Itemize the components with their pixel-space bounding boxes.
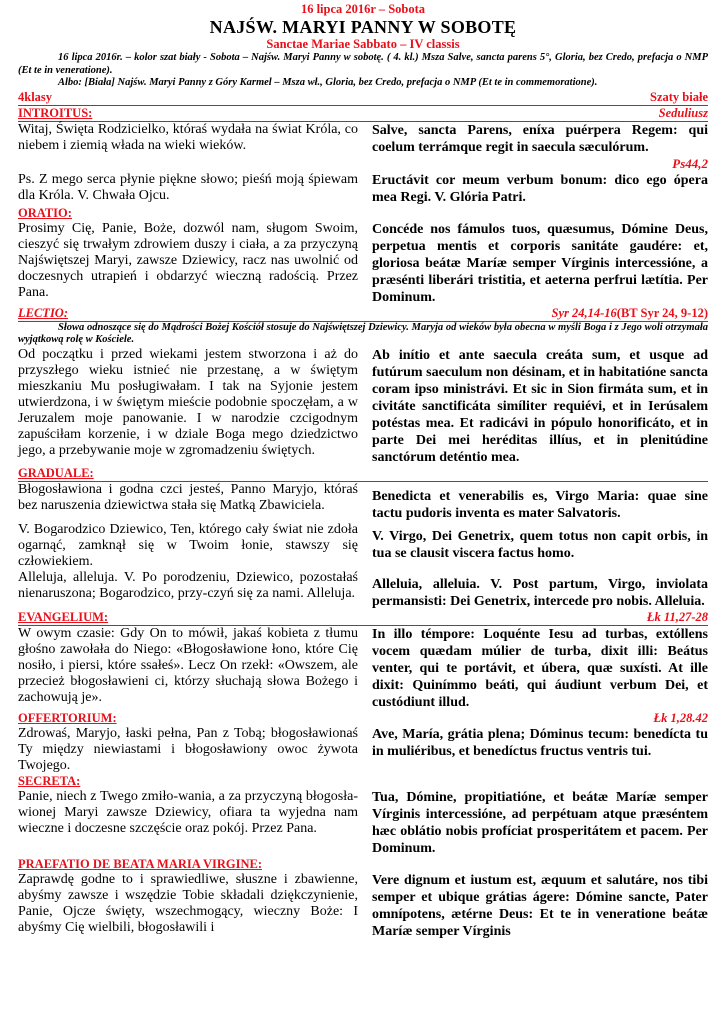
evangelium-polish: W owym czasie: Gdy On to mówił, jakaś kobieta z tłumu głośno zawołała do Niego: «Błogosławione łono, które Cię nosiło, i piersi, które ssałeś». Lecz On rzekł: «Owszem, ale przecież błogosławieni ci, którzy słuchają słowa Bożego i zachowują je». [18, 625, 358, 705]
praefatio-polish: Zaprawdę godne to i sprawiedliwe, słuszne i zbawienne, abyśmy zawsze i wszędzie Tobie składali dziękczynienie, Panie, Ojcze święty, wszechmogący, wieczny Boże: I abyśmy Cię wielbili, błogosławili i [18, 871, 358, 935]
introitus-psalm [18, 172, 708, 206]
psalm-ref: Ps44,2 [672, 155, 708, 171]
evangelium-text [18, 626, 708, 711]
offertorium-text [18, 726, 708, 774]
missal-page [18, 2, 708, 940]
oratio-polish: Prosimy Cię, Panie, Boże, dozwól nam, sługom Swoim, cieszyć się trwałym zdrowiem duszy i ciała, a za przyczyną Najświętszej Maryi, zawsze Dziewicy, racz nas uwolnić od doczesnych utrapień i obdarzyć wieczną radością. Przez Pana. [18, 220, 358, 300]
evangelium-ref: Łk 11,27-28 [646, 609, 708, 624]
graduale-latin-2: V. Virgo, Dei Genetrix, quem totus non capit orbis, in tua se clausit viscera factus homo. [372, 528, 708, 561]
praefatio-latin: Vere dignum et iustum est, æquum et salutáre, nos tibi semper et ubique grátias ágere: Dómine sancte, Pater omnípotens, ætérne Deus: Et te in veneratione beátæ Maríæ semper Vírginis [372, 872, 708, 939]
lectio-ref-main: Syr 24,14-16 [551, 305, 617, 320]
vestment-label: Szaty białe [650, 89, 708, 104]
introitus-polish: Witaj, Święta Rodzicielko, któraś wydała na świat Króla, co niebem i ziemią włada na wieki wieków. [18, 121, 358, 153]
graduale-latin-1: Benedicta et venerabilis es, Virgo Maria: quae sine tactu pudoris inventa es mater Salvatoris. [372, 488, 708, 521]
class-bar [18, 90, 708, 106]
rubric-note-alt: Albo: [Biała] Najśw. Maryi Panny z Góry Karmel – Msza wł., Gloria, bez Credo, prefacja o NMP (Et te in commemoratione). [58, 77, 598, 88]
offertorium-label: OFFERTORIUM: [18, 710, 117, 725]
praefatio-header [18, 857, 708, 872]
graduale-polish-3: Alleluja, alleluja. V. Po porodzeniu, Dziewico, pozostałaś nienaruszona; Bogarodzico, przy-czyń się za nami. Alleluja. [18, 569, 358, 601]
secreta-text [18, 789, 708, 857]
rubric-note: 16 lipca 2016r. – kolor szat biały - Sobota – Najśw. Maryi Panny w sobotę. ( 4. kl.) Msza Salve, sancta parens 5°, Gloria, bez Credo, prefacja o NMP (Et te in veneratione). [18, 52, 708, 76]
psalm-latin: Eructávit cor meum verbum bonum: dico ego ópera mea Regi. V. Glória Patri. [372, 172, 708, 205]
offertorium-ref: Łk 1,28.42 [653, 710, 708, 725]
graduale-verse-1 [18, 482, 708, 522]
latin-subtitle: Sanctae Mariae Sabbato – IV classis [266, 37, 460, 51]
graduale-label: GRADUALE: [18, 465, 94, 480]
praefatio-text [18, 872, 708, 940]
evangelium-label: EVANGELIUM: [18, 609, 109, 624]
graduale-polish-1: Błogosławiona i godna czci jesteś, Panno Maryjo, któraś bez naruszenia dziewictwa stała się Matką Zbawiciela. [18, 481, 358, 513]
oratio-label: ORATIO: [18, 205, 72, 220]
graduale-latin-3: Alleluia, alleluia. V. Post partum, Virgo, inviolata permansisti: Dei Genetrix, intercede pro nobis. Alleluia. [372, 576, 708, 609]
lectio-note: Słowa odnoszące się do Mądrości Bożej Kościół stosuje do Najświętszej Dziewicy. Maryja od wieków była obecna w myśli Boga i z Jego woli otrzymała wyjątkową rolę w Kościele. [18, 321, 708, 345]
lectio-latin: Ab inítio et ante saecula creáta sum, et usque ad futúrum saeculum non désinam, et in habitatióne sancta coram ipso ministrávi. Et sic in Sion firmáta sum, et in civitáte sanctificáta simíliter requiévi, et in Ierúsalem potéstas mea. Et radicávi in pópulo honorificáto, et in parte Dei mei heréditas illíus, et in plenitúdine sanctórum deténtio mea. [372, 347, 708, 465]
secreta-label: SECRETA: [18, 773, 81, 788]
graduale-polish-2: V. Bogarodzico Dziewico, Ten, którego cały świat nie zdoła ogarnąć, zamknął się w Twoim łonie, stawszy się człowiekiem. [18, 521, 358, 569]
praefatio-label: PRAEFATIO DE BEATA MARIA VIRGINE: [18, 856, 263, 871]
oratio-header [18, 206, 708, 221]
offertorium-latin: Ave, María, grátia plena; Dóminus tecum: benedícta tu in muliéribus, et benedíctus fructus ventris tui. [372, 726, 708, 759]
class-label: 4klasy [18, 89, 53, 104]
evangelium-header [18, 610, 708, 626]
secreta-polish: Panie, niech z Twego zmiło-wania, a za przyczyną błogosła-wionej Maryi zawsze Dziewicy, ofiara ta wyjedna nam wieczne i doczesne szczęście oraz pokój. Przez Pana. [18, 788, 358, 836]
page-title: NAJŚW. MARYI PANNY W SOBOTĘ [209, 17, 517, 37]
introitus-header [18, 106, 708, 122]
psalm-polish: Ps. Z mego serca płynie piękne słowo; pieśń moją śpiewam dla Króla. V. Chwała Ojcu. [18, 171, 358, 203]
lectio-ref [552, 306, 709, 321]
introitus-ref: Seduliusz [658, 105, 708, 120]
secreta-latin: Tua, Dómine, propitiatióne, et beátæ Maríæ semper Vírginis intercessióne, ad perpétuam atque præséntem hæc oblátio nobis profíciat prosperitátem et pacem. Per Dominum. [372, 789, 708, 856]
oratio-text [18, 221, 708, 306]
evangelium-latin: In illo témpore: Loquénte Iesu ad turbas, extóllens vocem quædam múlier de turba, dixit illi: Beátus venter, qui te portávit, et úbera, quæ suxísti. At ille dixit: Quinímmo beáti, qui áudiunt verbum Dei, et custódiunt illud. [372, 626, 708, 710]
lectio-header [18, 306, 708, 322]
graduale-verse-3 [18, 570, 708, 610]
offertorium-header [18, 711, 708, 726]
introitus-latin: Salve, sancta Parens, eníxa puérpera Regem: qui coelum terrámque regit in saecula sæculórum. [372, 122, 708, 155]
oratio-latin: Concéde nos fámulos tuos, quæsumus, Dómine Deus, perpetua mentis et corporis sanitáte gaudére: et, gloriosa beátæ Maríæ semper Vírginis intercessióne, a præsénti liberári tristitia, et aeterna perfrui lætítia. Per Dominum. [372, 221, 708, 305]
lectio-text [18, 347, 708, 466]
graduale-verse-2 [18, 522, 708, 570]
graduale-header [18, 466, 708, 482]
date-line: 16 lipca 2016r – Sobota [300, 2, 426, 16]
offertorium-polish: Zdrowaś, Maryjo, łaski pełna, Pan z Tobą; błogosławionaś Ty między niewiastami i błogosławiony owoc żywota Twojego. [18, 725, 358, 773]
introitus-antiphon [18, 122, 708, 156]
introitus-label: INTROITUS: [18, 105, 93, 120]
lectio-ref-extra: (BT Syr 24, 9-12) [616, 305, 708, 320]
lectio-polish: Od początku i przed wiekami jestem stworzona i aż do przyszłego wieku istnieć nie przestanę, a w świętym mieszkaniu Mu posługiwałam. I tak na Syjonie jestem utwierdzona, i w świętym mieście podobnie spoczęłam, a w Jeruzalem moje panowanie. I w narodzie czcigodnym zapuściłam korzenie, i w dziale Boga mego dziedzictwo jego, a przebywanie moje w zgromadzeniu świętych. [18, 346, 358, 458]
lectio-label: LECTIO: [18, 305, 68, 320]
secreta-header [18, 774, 708, 789]
